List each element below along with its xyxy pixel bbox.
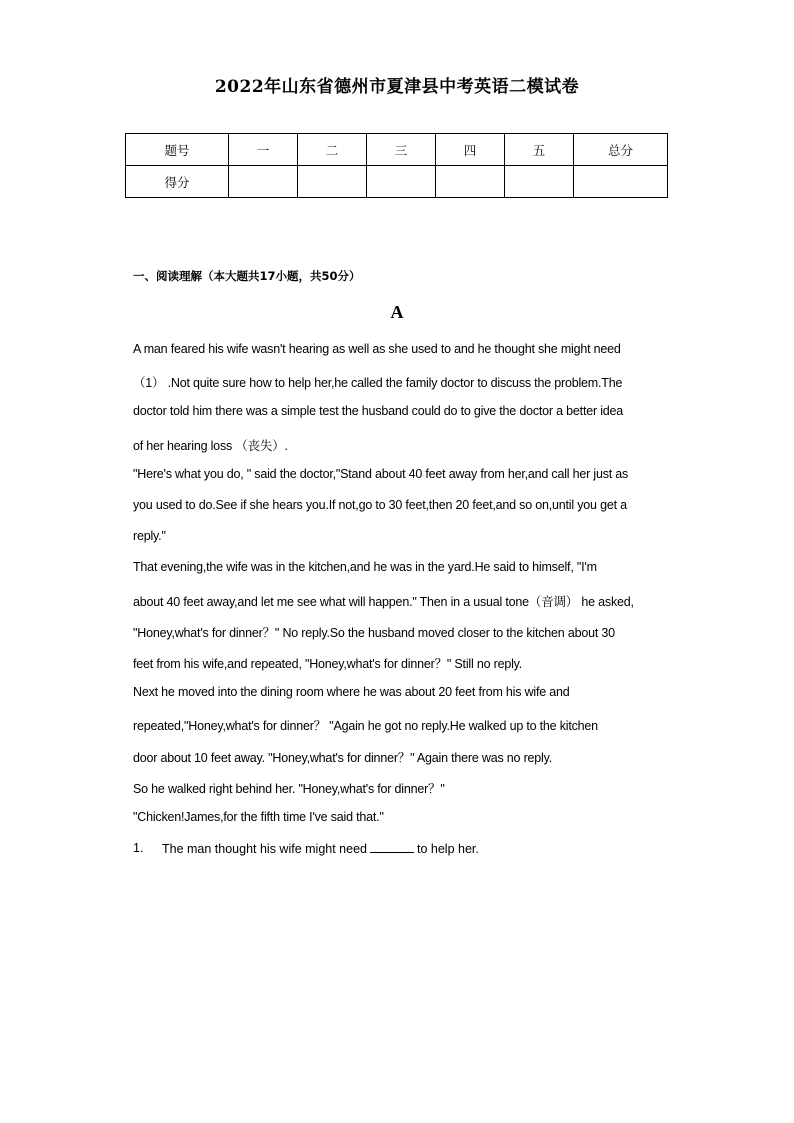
section-heading: 一、阅读理解（本大题共17小题，共50分） [133, 269, 361, 283]
score-table-cell: 总分 [574, 134, 668, 166]
score-table-cell: 得分 [126, 166, 229, 198]
score-table-cell: 一 [229, 134, 298, 166]
passage-line: "Honey,what's for dinner？" No reply.So the husband moved closer to the kitchen about 30 [133, 626, 615, 640]
score-table-cell: 四 [436, 134, 505, 166]
passage-letter: A [390, 302, 404, 322]
passage-line: （1） .Not quite sure how to help her,he called the family doctor to discuss the problem.The [133, 376, 623, 390]
passage-line: "Chicken!James,for the fifth time I've said that." [133, 810, 384, 824]
passage-line: of her hearing loss （丧失）. [133, 439, 288, 453]
question-number: 1. [133, 841, 144, 855]
score-input-cell [367, 166, 436, 198]
passage-line: repeated,"Honey,what's for dinner？ "Again he got no reply.He walked up to the kitchen [133, 719, 598, 733]
score-table-cell: 二 [298, 134, 367, 166]
score-table-score-row [126, 166, 668, 198]
passage-line: reply." [133, 529, 166, 543]
question-text-before: The man thought his wife might need [162, 842, 367, 856]
question-text-after: to help her. [416, 842, 479, 856]
score-table [125, 133, 668, 198]
score-table-cell: 题号 [126, 134, 229, 166]
score-input-cell [436, 166, 505, 198]
answer-blank[interactable] [370, 841, 414, 853]
passage-line: doctor told him there was a simple test the husband could do to give the doctor a better idea [133, 404, 624, 418]
score-input-cell [574, 166, 668, 198]
score-table-header-row [126, 134, 668, 166]
score-table-cell: 三 [367, 134, 436, 166]
passage-line: feet from his wife,and repeated, "Honey,what's for dinner？" Still no reply. [133, 657, 523, 671]
question-text [162, 841, 479, 856]
score-table-cell: 五 [505, 134, 574, 166]
passage-line: door about 10 feet away. "Honey,what's for dinner？" Again there was no reply. [133, 751, 553, 765]
score-input-cell [505, 166, 574, 198]
passage-line: "Here's what you do, " said the doctor,"Stand about 40 feet away from her,and call her just as [133, 467, 629, 481]
passage-line: That evening,the wife was in the kitchen,and he was in the yard.He said to himself, "I'm [133, 560, 597, 574]
score-input-cell [229, 166, 298, 198]
passage-line: So he walked right behind her. "Honey,what's for dinner？" [133, 782, 445, 796]
passage-line: A man feared his wife wasn't hearing as well as she used to and he thought she might need [133, 342, 621, 356]
score-input-cell [298, 166, 367, 198]
page-title: 2022年山东省德州市夏津县中考英语二模试卷 [214, 77, 580, 97]
passage-line: you used to do.See if she hears you.If not,go to 30 feet,then 20 feet,and so on,until you get a [133, 498, 627, 512]
passage-line: about 40 feet away,and let me see what will happen." Then in a usual tone（音调） he asked, [133, 595, 634, 609]
passage-line: Next he moved into the dining room where he was about 20 feet from his wife and [133, 685, 570, 699]
